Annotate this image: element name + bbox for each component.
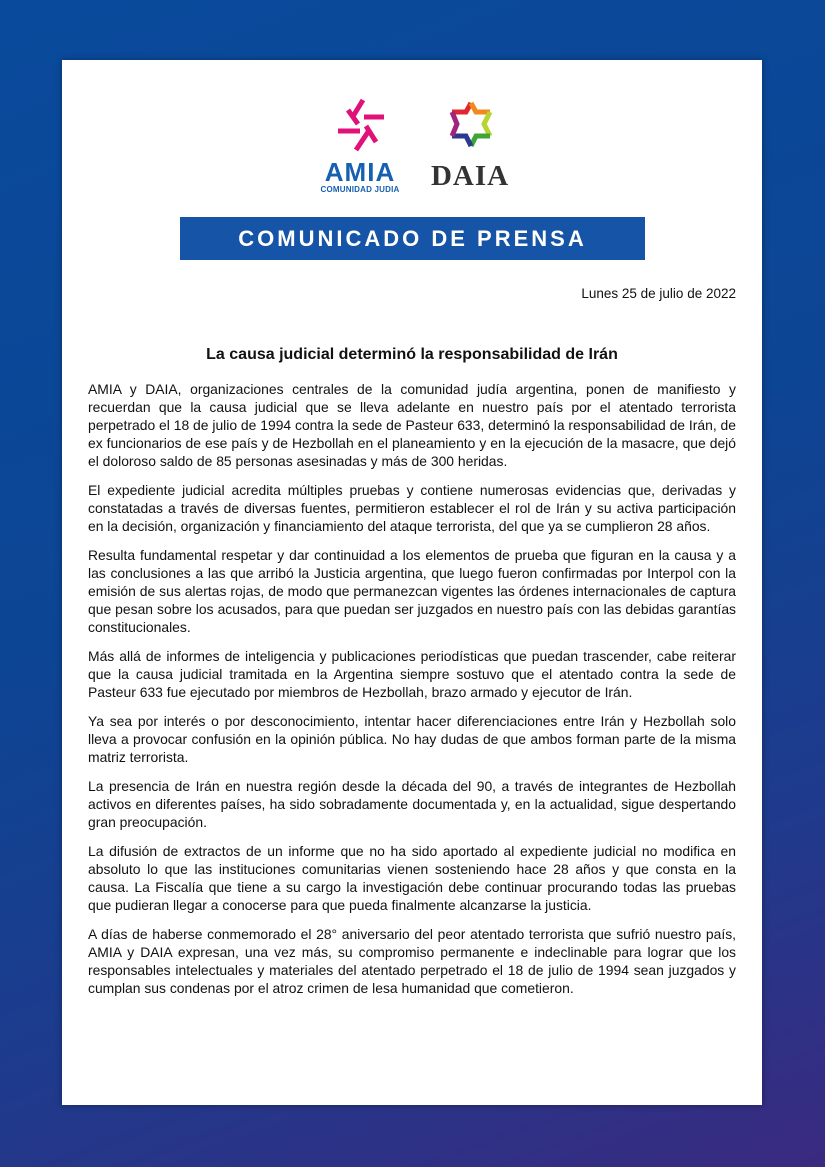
paragraph: Más allá de informes de inteligencia y publicaciones periodísticas que puedan trascender, cabe reiterar que la causa judicial tramitada en la Argentina siempre sostuvo que el atentado contra la sede de Pasteur 633 fue ejecutado por miembros de Hezbollah, brazo armado y ejecutor de Irán.: [88, 648, 736, 700]
paragraph: Ya sea por interés o por desconocimiento, intentar hacer diferenciaciones entre Irán y Hezbollah solo lleva a provocar confusión en la opinión pública. No hay dudas de que ambos forman parte de la misma matriz terrorista.: [88, 713, 736, 765]
daia-star-icon: [440, 98, 500, 154]
paragraph: El expediente judicial acredita múltiples pruebas y contiene numerosas evidencias que, derivadas y constatadas a través de diversas fuentes, permitieron establecer el rol de Irán y su activa participación en la decisión, organización y financiamiento del ataque terrorista, del que ya se cumplieron 28 años.: [88, 482, 736, 534]
paragraph: A días de haberse conmemorado el 28° aniversario del peor atentado terrorista que sufrió nuestro país, AMIA y DAIA expresan, una vez más, su compromiso permanente e indeclinable para lograr que los responsables intelectuales y materiales del atentado perpetrado el 18 de julio de 1994 sean juzgados y cumplan sus condenas por el atroz crimen de lesa humanidad que cometieron.: [88, 926, 736, 996]
amia-subtitle: COMUNIDAD JUDIA: [320, 185, 400, 194]
press-release-page: [62, 60, 762, 1105]
document-title: La causa judicial determinó la responsabilidad de Irán: [206, 346, 618, 363]
document-body: [88, 380, 736, 1008]
paragraph: AMIA y DAIA, organizaciones centrales de la comunidad judía argentina, ponen de manifiesto y recuerdan que la causa judicial que se lleva adelante en nuestro país por el atentado terrorista perpetrado el 18 de julio de 1994 contra la sede de Pasteur 633, determinó la responsabilidad de Irán, de ex funcionarios de ese país y de Hezbollah en el planeamiento y en la ejecución de la masacre, que dejó el doloroso saldo de 85 personas asesinadas y más de 300 heridas.: [88, 381, 736, 469]
daia-wordmark: DAIA: [430, 160, 510, 192]
amia-logo: [310, 98, 410, 194]
paragraph: Resulta fundamental respetar y dar continuidad a los elementos de prueba que figuran en la causa y a las conclusiones a las que arribó la Justicia argentina, que luego fueron confirmadas por Interpol con la emisión de sus alertas rojas, de modo que permanezcan vigentes las órdenes internacionales de captura que pesan sobre los acusados, para que puedan ser juzgados en nuestro país con las debidas garantías constitucionales.: [88, 547, 736, 635]
daia-logo: [422, 98, 518, 191]
press-release-banner: COMUNICADO DE PRENSA: [180, 217, 645, 260]
release-date: Lunes 25 de julio de 2022: [581, 286, 736, 301]
paragraph: La difusión de extractos de un informe que no ha sido aportado al expediente judicial no modifica en absoluto lo que las instituciones comunitarias vienen sosteniendo hace 28 años y que consta en la causa. La Fiscalía que tiene a su cargo la investigación debe continuar procurando todas las pruebas que pudieran llegar a conocerse para que pueda finalmente alcanzarse la justicia.: [88, 843, 736, 913]
paragraph: La presencia de Irán en nuestra región desde la década del 90, a través de integrantes de Hezbollah activos en diferentes países, ha sido sobradamente documentada y, en la actualidad, sigue despertando gran preocupación.: [88, 778, 736, 830]
amia-star-icon: [330, 98, 390, 152]
amia-wordmark: AMIA: [324, 157, 396, 187]
logos: [62, 98, 762, 194]
